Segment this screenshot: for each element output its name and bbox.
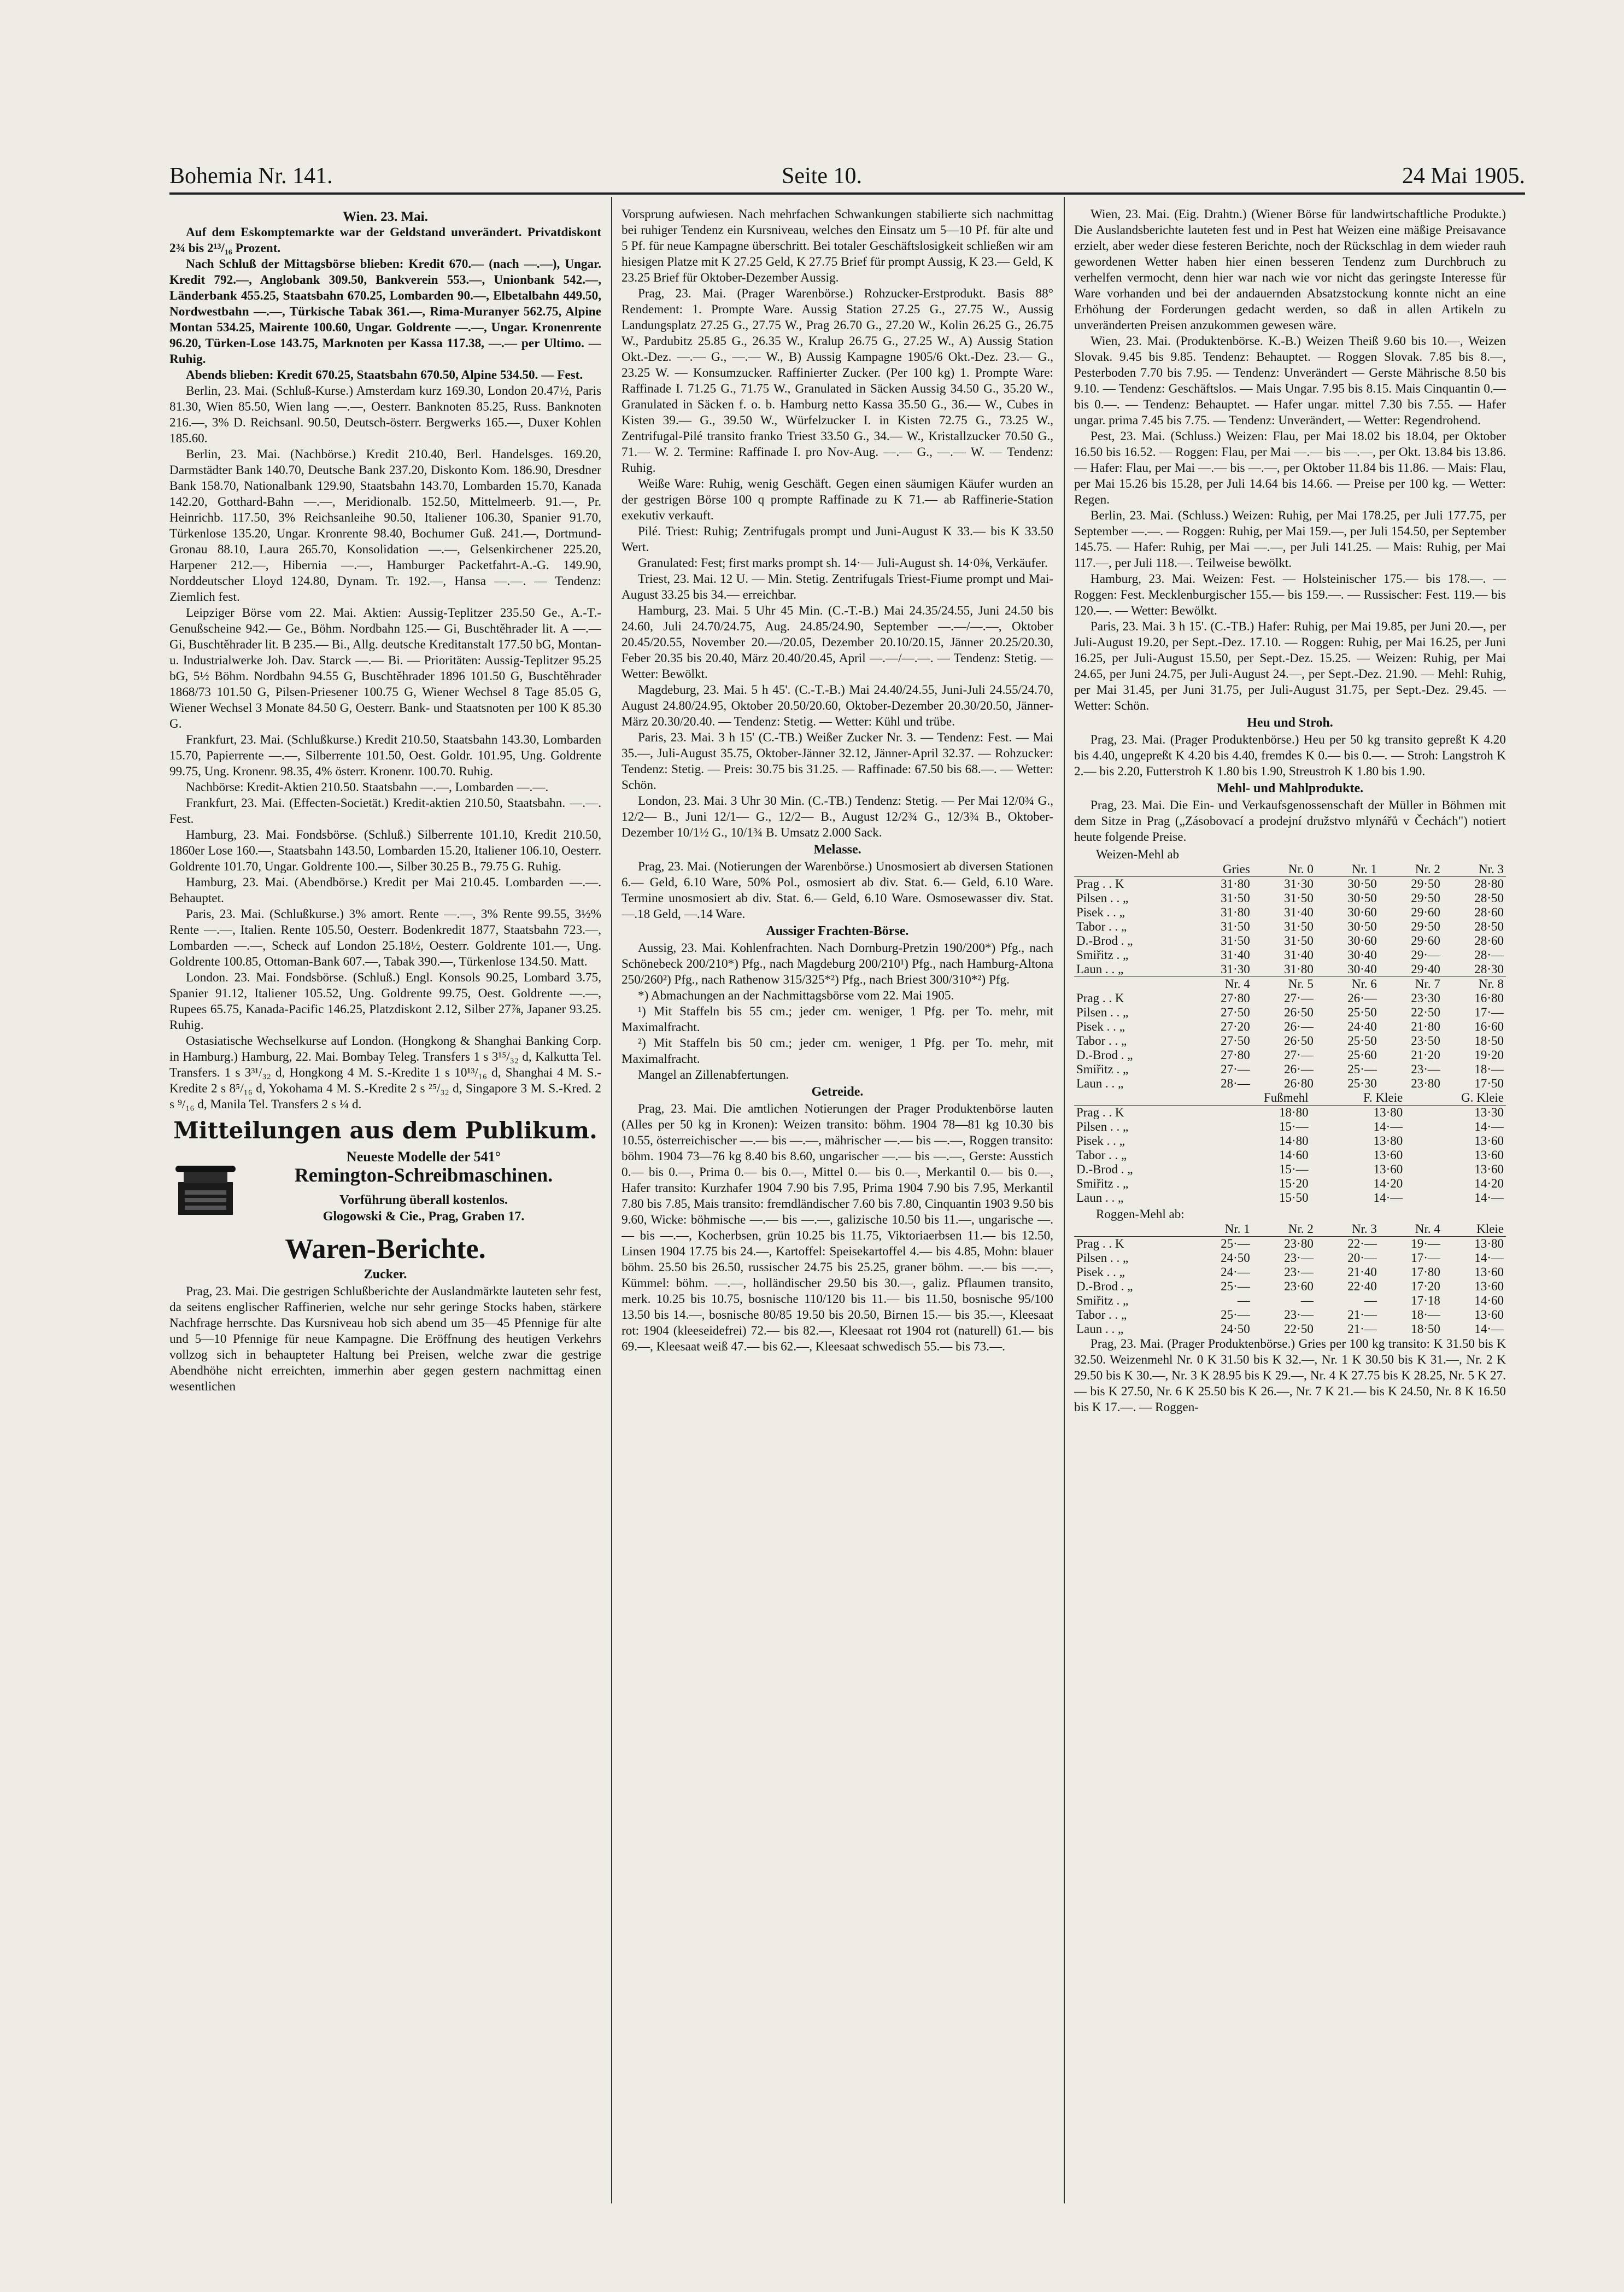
table-cell: 14·— — [1373, 1120, 1403, 1133]
article-paragraph: Wien, 23. Mai. (Produktenbörse. K.-B.) Weizen Theiß 9.60 bis 10.—, Weizen Slovak. 9.45 bis 9.85. Tendenz: Behauptet. — Roggen Slovak. 7.85 bis 8.—, Pesterboden 7.70 bis 7.95. — Tendenz: Unverändert — Gerste Mährische 8.50 bis 9.10. — Tendenz: Geschäftslos. — Mais Ungar. 7.95 bis 8.15. Mais Cinquantin 0.— bis 0.—. — Tendenz: Behauptet. — Hafer ungar. mittel 7.30 bis 7.55. — Hafer ungar. prima 7.45 bis 7.75. — Tendenz: Unverändert, — Wetter: Regendrohend. — [1074, 334, 1506, 428]
table-cell: 23·80 — [1411, 1077, 1440, 1090]
table-cell: — — [1237, 1294, 1250, 1307]
table-cell: 31·50 — [1284, 891, 1314, 905]
table-cell: 24·50 — [1221, 1322, 1250, 1336]
table-cell: Laun . . „ — [1076, 1191, 1124, 1205]
table-cell: 26·— — [1284, 1020, 1314, 1033]
table-header-row — [1074, 862, 1506, 877]
table-cell: 25·30 — [1347, 1077, 1377, 1090]
table-cell: 22·40 — [1347, 1279, 1377, 1293]
header-page-number: Seite 10. — [782, 163, 862, 189]
table-cell: 26·— — [1284, 1062, 1314, 1076]
table-cell: 27·50 — [1221, 1034, 1250, 1048]
column-divider — [611, 197, 612, 2203]
table-cell: 27·— — [1221, 1062, 1250, 1076]
table-cell: Prag . . K — [1076, 991, 1124, 1005]
article-paragraph: Prag, 23. Mai. Die amtlichen Notierungen der Prager Produktenbörse lauten (Alles per 50 kg in Kronen): Weizen transito: böhm. 1904 78—81 kg 10.30 bis 10.55, österreichischer —.— bis —.—, mährischer —.— bis —.—, Roggen transito: böhm. 1904 73—76 kg 8.40 bis 8.60, ungarischer —.— bis —.—, Gerste: Ausstich 0.— bis 0.—, Prima 0.— bis 0.—, Mittel 0.— bis 0.—, Merkantil 0.— bis 0.—, Hafer transito: Kurzhafer 1904 7.90 bis 7.95, Prima 1904 7.90 bis 7.95, Merkantil 7.80 bis 7.85, Mais transito: fremdländischer 7.60 bis 7.80, Cinquantin 1903 9.50 bis 9.60, Wicke: böhmische —.— bis —.—, galizische 10.50 bis 11.—, ungarische —.— bis —.—, Kocherbsen, grün 10.25 bis 11.75, Viktoriaerbsen 11.— bis 12.50, Linsen 1904 17.75 bis 24.—, Kartoffel: Speisekartoffel 4.— bis 4.85, Mohn: blauer böhm. 25.50 bis 26.50, russischer 24.75 bis 25.25, graner böhm. —.— bis —.—, Kümmel: böhm. —.—, holländischer 29.50 bis 30.—, galiz. Pflaumen transito, merk. 10.25 bis 10.75, bosnische 110/120 bis 11.— bis 11.50, bosnische 95/100 13.50 bis 14.—, bosnische 80/85 19.50 bis 20.50, Birnen 15.— bis 35.—, Kleesaat rot: 1904 (kleeseidefrei) 72.— bis 82.—, Kleesaat rot 1904 rot (naturell) 61.— bis 69.—, Kleesaat weiß 47.— bis 62.—, Kleesaat schwedisch 55.— bis 73.—. — [622, 1102, 1053, 1354]
table-cell: 15·20 — [1279, 1177, 1309, 1190]
weizen-mehl-table — [1074, 862, 1506, 1091]
table-cell: Prag . . K — [1076, 877, 1124, 891]
article-paragraph: Nach Schluß der Mittagsbörse blieben: Kredit 670.— (nach —.—), Ungar. Kredit 792.—, Anglobank 309.50, Bankverein 553.—, Unionbank 542.—, Länderbank 455.25, Staatsbahn 670.25, Lombarden 90.—, Elbetalbahn 449.50, Nordwestbahn —.—, Türkische Tabak 361.—, Rima-Muranyer 562.75, Alpine Montan 534.25, Mairente 100.60, Ungar. Goldrente —.—, Ungar. Kronenrente 96.20, Türken-Lose 143.75, Marknoten per Kassa 117.38, —.— per Ultimo. — Ruhig. — [169, 257, 601, 366]
table-row — [1074, 1251, 1506, 1265]
table-cell: 25·— — [1221, 1237, 1250, 1250]
column-1 — [169, 207, 601, 2197]
table-cell: — — [1300, 1294, 1314, 1307]
table-cell: 13·80 — [1373, 1106, 1403, 1119]
table-cell: 13·60 — [1474, 1265, 1504, 1279]
table-cell: 31·40 — [1221, 948, 1250, 962]
table-cell: 13·60 — [1373, 1148, 1403, 1162]
table-cell: 29·50 — [1411, 877, 1440, 891]
table-cell: 21·— — [1347, 1322, 1377, 1336]
table-cell: Nr. 4 — [1189, 977, 1252, 992]
article-paragraph: Prag, 23. Mai. Die gestrigen Schlußberichte der Auslandmärkte lauteten sehr fest, da seitens englischer Raffinerien, welche nur sehr geringe Stocks haben, stärkere Nachfrage herrschte. Das Kursniveau hob sich abend um 35—45 Pfennige für alte und 5—10 Pfennige für neue Kampagne. Die Eröffnung des heutigen Verkehrs vollzog sich in behaupteter Haltung bei Preisen, welche zwar die gestrige Abendhöhe nicht erreichten, immerhin aber gegen gestern nachmittag einen wesentlichen — [169, 1284, 601, 1394]
table-cell: 25·50 — [1347, 1034, 1377, 1048]
table-cell: Nr. 6 — [1316, 977, 1379, 992]
waren-berichte-title: Waren-Berichte. — [285, 1233, 486, 1265]
table-cell: 31·80 — [1221, 877, 1250, 891]
roggen-mehl-table — [1074, 1222, 1506, 1336]
table-cell: D.-Brod . „ — [1076, 934, 1133, 948]
table-cell: 31·50 — [1284, 934, 1314, 948]
table-cell: 31·50 — [1221, 920, 1250, 933]
table-row — [1074, 1020, 1506, 1034]
table-row — [1074, 1308, 1506, 1322]
table-cell: 23·30 — [1411, 991, 1440, 1005]
table-cell: — — [1364, 1294, 1377, 1307]
table-cell: 13·60 — [1373, 1162, 1403, 1176]
getreide-heading: Getreide. — [811, 1085, 864, 1099]
table-row — [1074, 1322, 1506, 1336]
table-cell: 30·60 — [1347, 905, 1377, 919]
article-paragraph: Auf dem Eskomptemarkte war der Geldstand unverändert. Privatdiskont 2¾ bis 2¹³/₁₆ Prozent. — [169, 225, 601, 255]
table-cell: Prag . . K — [1076, 1237, 1124, 1250]
table-header-cell: Fußmehl — [1205, 1091, 1311, 1106]
table-cell: 15·50 — [1279, 1191, 1309, 1205]
table-cell: 28·80 — [1474, 877, 1504, 891]
article-paragraph: ²) Mit Staffeln bis 50 cm.; jeder cm. weniger, 1 Pfg. per To. mehr, mit Maximalfracht. — [622, 1036, 1053, 1066]
remington-advertisement — [169, 1147, 601, 1229]
table-cell: 29·60 — [1411, 905, 1440, 919]
table-cell: 28·60 — [1474, 905, 1504, 919]
table-cell: 31·50 — [1221, 891, 1250, 905]
table-row — [1074, 1191, 1506, 1205]
table-cell: 30·60 — [1347, 934, 1377, 948]
table-cell: 30·50 — [1347, 891, 1377, 905]
table-cell: D.-Brod . „ — [1076, 1279, 1133, 1293]
table-row — [1074, 962, 1506, 977]
article-paragraph: Berlin, 23. Mai. (Schluß-Kurse.) Amsterdam kurz 169.30, London 20.47½, Paris 81.30, Wien 85.50, Wien lang —.—, Oesterr. Banknoten 85.25, Russ. Banknoten 216.—, 3% D. Reichsanl. 90.50, Deutsch-österr. Bergwerks 165.—, Duxer Kohlen 185.60. — [169, 384, 601, 446]
table-cell: 23·50 — [1411, 1034, 1440, 1048]
table-row — [1074, 877, 1506, 892]
table-row — [1074, 1005, 1506, 1020]
table-row — [1074, 891, 1506, 905]
table-cell: 13·60 — [1474, 1162, 1504, 1176]
table-cell: 17·50 — [1474, 1077, 1504, 1090]
table-header-row — [1074, 1091, 1506, 1106]
article-paragraph: Hamburg, 23. Mai. Weizen: Fest. — Holsteinischer 175.— bis 178.—. — Roggen: Fest. Mecklenburgischer 155.— bis 159.—. — Russischer: Fest. 119.— bis 120.—. — Wetter: Bewölkt. — [1074, 572, 1506, 618]
table-cell: 15·— — [1279, 1120, 1309, 1133]
table-cell: 30·50 — [1347, 877, 1377, 891]
table-header-cell: Nr. 3 — [1316, 1222, 1379, 1237]
table-cell: 13·30 — [1474, 1106, 1504, 1119]
table-cell: 13·60 — [1474, 1134, 1504, 1148]
article-paragraph: Ostasiatische Wechselkurse auf London. (Hongkong & Shanghai Banking Corp. in Hamburg.) Hamburg, 22. Mai. Bombay Teleg. Transfers 1 s 3¹⁵/₃₂ d, Kalkutta Tel. Transfers. 1 s 3³¹/₃₂ d, Hongkong 4 M. S.-Kredite 1 s 10¹³/₁₆ d, Shanghai 4 M. S.-Kredite 2 s 8⁵/₁₆ d, Yokohama 4 M. S.-Kredite 2 s ²⁵/₃₂ d, Singapore 3 M. S.-Kred. 2 s ⁹/₁₆ d, Manila Tel. Transfers 2 s ¼ d. — [169, 1034, 601, 1112]
table-cell: 28·30 — [1474, 962, 1504, 976]
article-paragraph: Frankfurt, 23. Mai. (Schlußkurse.) Kredit 210.50, Staatsbahn 143.30, Lombarden 15.70, Papierrente —.—, Silberrente 101.50, Oest. Goldr. 101.95, Ung. Goldrente 99.75, Ung. Kronenr. 98.35, 4% österr. Kronenr. 100.70. Ruhig. — [169, 733, 601, 779]
weizen-mehl-label: Weizen-Mehl ab — [1096, 847, 1180, 861]
article-paragraph: Aussig, 23. Mai. Kohlenfrachten. Nach Dornburg-Pretzin 190/200*) Pfg., nach Schönebeck 200/210*) Pfg., nach Magdeburg 200/210¹) Pfg., nach Hamburg-Altona 250/260²) Pfg., nach Rathenow 315/325*²) Pfg., nach Briest 300/310*²) Pfg. — [622, 941, 1053, 987]
table-cell: 17·— — [1474, 1005, 1504, 1019]
table-cell: 15·— — [1279, 1162, 1309, 1176]
article-paragraph: Weiße Ware: Ruhig, wenig Geschäft. Gegen einen säumigen Käufer wurden an der gestrigen Börse 100 q prompte Raffinade zu K 71.— ab Raffinerie-Station exekutiv verkauft. — [622, 477, 1053, 523]
table-cell: 27·20 — [1221, 1020, 1250, 1033]
table-cell: Pisek . . „ — [1076, 905, 1125, 919]
table-cell: 23·60 — [1284, 1279, 1314, 1293]
table-row — [1074, 1177, 1506, 1191]
table-cell: 26·50 — [1284, 1005, 1314, 1019]
header-date: 24 Mai 1905. — [1402, 163, 1525, 189]
table-cell: 17·80 — [1411, 1265, 1440, 1279]
table-cell: 14·20 — [1474, 1177, 1504, 1190]
table-cell: 14·— — [1474, 1191, 1504, 1205]
table-row — [1074, 1106, 1506, 1120]
table-cell: Laun . . „ — [1076, 1322, 1124, 1336]
article-paragraph: Prag, 23. Mai. (Prager Produktenbörse.) Heu per 50 kg transito gepreßt K 4.20 bis 4.40, ungepreßt K 4.20 bis 4.40, fremdes K 0.— bis 0.—. — Stroh: Langstroh K 2.— bis 2.20, Futterstroh K 1.80 bis 1.90, Streustroh K 1.80 bis 1.90. — [1074, 733, 1506, 779]
article-paragraph: Berlin, 23. Mai. (Nachbörse.) Kredit 210.40, Berl. Handelsges. 169.20, Darmstädter Bank 140.70, Deutsche Bank 237.20, Diskonto Kom. 186.90, Dresdner Bank 158.70, Nationalbank 129.90, Staatsbahn 143.70, Lombarden 15.70, Kanada 142.20, Gotthard-Bahn —.—, Meridionalb. 152.50, Mittelmeerb. 91.—, Pr. Heinrichb. 117.50, 3% Reichsanleihe 90.50, Italiener 106.30, Spanier 91.70, Türkenlose 135.20, Ungar. Kronrente 98.40, Bochumer Guß. 241.—, Dortmund-Gronau 88.10, Laura 265.70, Konsolidation —.—, Gelsenkirchener 225.20, Harpener 212.—, Hibernia —.—, Hamburger Packetfahrt-A.-G. 149.90, Norddeutscher Lloyd 124.80, Dynam. Tr. 192.—, Hansa —.—. — Tendenz: Ziemlich fest. — [169, 447, 601, 604]
table-header-cell — [1074, 1091, 1205, 1106]
column-2 — [622, 207, 1053, 2197]
table-cell: 24·— — [1221, 1265, 1250, 1279]
table-cell: 23·— — [1284, 1308, 1314, 1322]
article-paragraph: ¹) Mit Staffeln bis 55 cm.; jeder cm. weniger, 1 Pfg. per To. mehr, mit Maximalfracht. — [622, 1004, 1053, 1034]
publikum-heading: Mitteilungen aus dem Publikum. — [173, 1117, 597, 1144]
article-paragraph: Paris, 23. Mai. 3 h 15'. (C.-TB.) Hafer: Ruhig, per Mai 19.85, per Juni 20.—, per Juli-August 19.20, per Sept.-Dez. 17.10. — Roggen: Ruhig, per Mai 16.25, per Juni 16.25, per Juli-August 15.50, per Sept.-Dez. 15.25. — Weizen: Ruhig, per Mai 24.65, per Juni 24.75, per Juli-August 24.—, per Sept.-Dez. 21.90. — Mehl: Ruhig, per Mai 31.45, per Juni 31.75, per Juli-August 31.75, per Sept.-Dez. 29.45. — Wetter: Schön. — [1074, 619, 1506, 713]
table-cell: 25·— — [1221, 1279, 1250, 1293]
table-cell: 17·18 — [1411, 1294, 1440, 1307]
table-cell: 14·— — [1474, 1322, 1504, 1336]
table-cell: 31·50 — [1284, 920, 1314, 933]
table-cell: 19·— — [1411, 1237, 1440, 1250]
table-header-cell — [1074, 1222, 1189, 1237]
table-header-cell: F. Kleie — [1311, 1091, 1405, 1106]
table-cell: 30·40 — [1347, 948, 1377, 962]
article-paragraph: Nachbörse: Kredit-Aktien 210.50. Staatsbahn —.—, Lombarden —.—. — [186, 780, 549, 794]
table-cell: 23·— — [1284, 1251, 1314, 1265]
frachten-boerse-heading: Aussiger Frachten-Börse. — [766, 924, 909, 938]
table-cell: 13·60 — [1474, 1308, 1504, 1322]
table-cell: 26·50 — [1284, 1034, 1314, 1048]
table-cell: 27·80 — [1221, 991, 1250, 1005]
table-cell: 27·50 — [1221, 1005, 1250, 1019]
column-divider — [1064, 197, 1065, 2203]
table-cell: 17·— — [1411, 1251, 1440, 1265]
mehl-heading: Mehl- und Mahlprodukte. — [1216, 781, 1364, 796]
table-cell: 27·— — [1284, 1048, 1314, 1062]
table-cell: 28·50 — [1474, 920, 1504, 933]
table-cell: D.-Brod . „ — [1076, 1048, 1133, 1062]
table-row — [1074, 1048, 1506, 1062]
article-paragraph: Frankfurt, 23. Mai. (Effecten-Societät.) Kredit-aktien 210.50, Staatsbahn. —.—. Fest. — [169, 796, 601, 826]
table-header-cell: Nr. 4 — [1379, 1222, 1443, 1237]
table-cell: 23·— — [1411, 1062, 1440, 1076]
table-cell: Tabor . . „ — [1076, 1148, 1127, 1162]
table-cell: 29·50 — [1411, 891, 1440, 905]
table-cell: 22·50 — [1284, 1322, 1314, 1336]
table-cell: Laun . . „ — [1076, 962, 1124, 976]
table-row — [1074, 1077, 1506, 1091]
table-cell: 29·40 — [1411, 962, 1440, 976]
table-row — [1074, 1279, 1506, 1294]
table-cell: 21·20 — [1411, 1048, 1440, 1062]
table-cell: 30·50 — [1347, 920, 1377, 933]
table-cell: 24·50 — [1221, 1251, 1250, 1265]
table-cell: 28·— — [1474, 948, 1504, 962]
table-cell: 25·— — [1347, 1062, 1377, 1076]
table-row — [1074, 991, 1506, 1005]
column-3 — [1074, 207, 1506, 2197]
heu-stroh-heading: Heu und Stroh. — [1247, 716, 1333, 730]
header-paper-issue: Bohemia Nr. 141. — [169, 163, 333, 189]
table-header-cell — [1074, 862, 1189, 877]
article-paragraph: Vorsprung aufwiesen. Nach mehrfachen Schwankungen stabilierte sich nachmittag bei ruhiger Tendenz ein Kursniveau, welches den Einsatz um 5—10 Pf. für alte und 5 Pf. für neue Kampagne überschritt. Bei totaler Geschäftslosigkeit schließen wir am hiesigen Platze mit K 27.25 Geld, K 27.75 Brief für prompt Aussig, K 23.— Geld, K 23.25 Brief für Oktober-Dezember Aussig. — [622, 207, 1053, 285]
table-header-cell: Nr. 1 — [1189, 1222, 1252, 1237]
article-paragraph: Prag, 23. Mai. (Notierungen der Warenbörse.) Unosmosiert ab diversen Stationen 6.— Geld, 6.10 Ware, 50% Pol., osmosiert ab div. Stat. 6.— Geld, 6.10 Ware. Termine unosmosiert ab div. Stat. 6.— Geld, 6.10 Ware. Osmosewasser div. Stat. —.18 Geld, —.14 Ware. — [622, 860, 1053, 921]
table-row — [1074, 1237, 1506, 1252]
table-cell: 29·— — [1411, 948, 1440, 962]
ad-line: Remington-Schreibmaschinen. — [294, 1164, 553, 1186]
table-row — [1074, 905, 1506, 920]
article-paragraph: Paris, 23. Mai. 3 h 15' (C.-TB.) Weißer Zucker Nr. 3. — Tendenz: Fest. — Mai 35.—, Juli-August 35.75, Oktober-Jänner 32.12, Jänner-April 32.37. — Rohzucker: Tendenz: Stetig. — Preis: 30.75 bis 31.25. — Raffinade: 67.50 bis 68.—. — Wetter: Schön. — [622, 730, 1053, 792]
table-cell: 27·— — [1284, 991, 1314, 1005]
table-cell: 13·80 — [1373, 1134, 1403, 1148]
table-cell: 18·— — [1474, 1062, 1504, 1076]
table-row — [1074, 1062, 1506, 1077]
table-cell: 18·— — [1411, 1308, 1440, 1322]
table-cell: 29·60 — [1411, 934, 1440, 948]
table-cell: 17·20 — [1411, 1279, 1440, 1293]
table-cell: Tabor . . „ — [1076, 1308, 1127, 1322]
article-paragraph: Wien, 23. Mai. (Eig. Drahtn.) (Wiener Börse für landwirtschaftliche Produkte.) Die Auslandsberichte lauteten fest und in Pest hat Weizen eine mäßige Preisavance erzielt, aber weder diese festeren Berichte, noch der Rückschlag in dem wieder rauh gewordenen Wetter haben hier einen besseren Tendenz zum Durchbruch zu verhelfen vermocht, denn hier war nach wie vor nicht das geringste Interesse für Ware vorhanden und bei der andauernden Absatzstockung konnte nicht an eine Erhöhung der Forderungen gedacht werden, so daß in allen Artikeln zu unveränderten Preisen anzukommen gewesen wäre. — [1074, 207, 1506, 332]
ad-line: Glogowski & Cie., Prag, Graben 17. — [323, 1209, 525, 1224]
table-row — [1074, 1265, 1506, 1279]
table-header-cell: Nr. 2 — [1252, 1222, 1316, 1237]
table-cell: 14·— — [1373, 1191, 1403, 1205]
table-header-cell: Nr. 1 — [1316, 862, 1379, 877]
article-paragraph: Abends blieben: Kredit 670.25, Staatsbahn 670.50, Alpine 534.50. — Fest. — [186, 368, 583, 382]
article-paragraph: London. 23. Mai. Fondsbörse. (Schluß.) Engl. Konsols 90.25, Lombard 3.75, Spanier 91.12, Italiener 105.52, Ung. Goldrente 99.75, Oest. Goldrente —.—, Rupees 65.75, Kanada-Pacific 146.25, Platzdiskont 2.12, Silber 27⅞, Japaner 93.25. Ruhig. — [169, 970, 601, 1032]
table-cell: 29·50 — [1411, 920, 1440, 933]
table-cell: 13·60 — [1474, 1279, 1504, 1293]
article-paragraph: London, 23. Mai. 3 Uhr 30 Min. (C.-TB.) Tendenz: Stetig. — Per Mai 12/0¾ G., 12/2— B., Juni 12/1— G., 12/2— B., August 12/2¾ G., 12/3¾ B., Oktober-Dezember 10/1½ G., 10/1¾ B. Umsatz 2.000 Sack. — [622, 794, 1053, 840]
table-cell: Nr. 5 — [1252, 977, 1316, 992]
table-header-cell: Kleie — [1443, 1222, 1506, 1237]
table-cell: 18·50 — [1411, 1322, 1440, 1336]
table-cell: Laun . . „ — [1076, 1077, 1124, 1090]
table-cell: 21·40 — [1347, 1265, 1377, 1279]
table-row — [1074, 920, 1506, 934]
table-cell: Pilsen . . „ — [1076, 1005, 1129, 1019]
table-cell: Smiřitz . „ — [1076, 1177, 1129, 1190]
article-paragraph: Hamburg, 23. Mai. Fondsbörse. (Schluß.) Silberrente 101.10, Kredit 210.50, 1860er Lose 160.—, Staatsbahn 143.50, Lombarden 15.20, Italiener 106.10, Oesterr. Goldrente 101.70, Ungar. Goldrente 100.—, Silber 30.25 B., 79.75 G. Ruhig. — [169, 828, 601, 874]
table-header-cell: G. Kleie — [1405, 1091, 1506, 1106]
table-row — [1074, 1120, 1506, 1134]
table-cell: 19·20 — [1474, 1048, 1504, 1062]
page-header — [169, 163, 1525, 190]
table-cell: 13·60 — [1474, 1148, 1504, 1162]
table-cell: 31·30 — [1221, 962, 1250, 976]
typewriter-icon — [173, 1152, 238, 1223]
table-cell: Nr. 7 — [1379, 977, 1443, 992]
table-cell: 30·40 — [1347, 962, 1377, 976]
article-paragraph: Granulated: Fest; first marks prompt sh. 14·— Juli-August sh. 14·0⅜, Verkäufer. — [638, 556, 1048, 570]
article-paragraph: Prag, 23. Mai. (Prager Warenbörse.) Rohzucker-Erstprodukt. Basis 88° Rendement: 1. Prompte Ware. Aussig Station 27.25 G., 27.75 W., Aussig Landungsplatz 27.25 G., 27.75 W., Prag 26.70 G., 27.20 W., Kolin 26.25 G., 26.75 W., Pardubitz 25.85 G., 26.35 W., Kralup 26.75 G., 27.25 W., A) Aussig Station Okt.-Dez. —.— G., —.— W., B) Aussig Kampagne 1905/6 Okt.-Dez. 23.— G., 23.25 W. — Konsumzucker. Raffinierter Zucker. (Per 100 kg) 1. Prompte Ware: Raffinade I. 71.25 G., 71.75 W., Granulated in Säcken Aussig 34.50 G., 35.20 W., Granulated in Säcken f. o. b. Hamburg netto Kassa 35.50 G., 36.— W., Cubes in Kisten 39.— G., 39.50 W., Würfelzucker I. in Kisten 72.75 G., 73.25 W., Zentrifugal-Pilé transito franko Triest 33.50 G., 34.— W., Kristallzucker 70.50 G., 71.— W. 2. Termine: Raffinade I. pro Nov-Aug. —.— G., —.— W. — Tendenz: Ruhig. — [622, 286, 1053, 475]
table-header-cell: Nr. 2 — [1379, 862, 1443, 877]
table-cell: Pilsen . . „ — [1076, 1251, 1129, 1265]
table-cell: 26·— — [1347, 991, 1377, 1005]
table-cell: Pilsen . . „ — [1076, 1120, 1129, 1133]
table-cell: 14·20 — [1373, 1177, 1403, 1190]
table-cell: 28·50 — [1474, 891, 1504, 905]
article-paragraph: Magdeburg, 23. Mai. 5 h 45'. (C.-T.-B.) Mai 24.40/24.55, Juni-Juli 24.55/24.70, August 24.80/24.95, Oktober 20.50/20.60, Oktober-Dezember 20.30/20.50, Jänner-März 20.30/20.40. — Tendenz: Stetig. — Wetter: Kühl und trübe. — [622, 683, 1053, 729]
table-cell: Tabor . . „ — [1076, 1034, 1127, 1048]
table-cell: 22·— — [1347, 1237, 1377, 1250]
article-paragraph: Paris, 23. Mai. (Schlußkurse.) 3% amort. Rente —.—, 3% Rente 99.55, 3½% Rente —.—, Italien. Rente 105.50, Oesterr. Bodenkredit 1877, Staatsbahn 723.—, Lombarden —.—, Scheck auf London 25.18½, Oesterr. Goldrente 101.—, Ung. Goldrente 100.85, Ottoman-Bank 607.—, Tabak 390.—, Türkenlose 134.50. Matt. — [169, 907, 601, 969]
table-cell: D.-Brod . „ — [1076, 1162, 1133, 1176]
table-cell: Smiřitz . „ — [1076, 948, 1129, 962]
table-cell: 25·— — [1221, 1308, 1250, 1322]
table-cell: Smiřitz . „ — [1076, 1062, 1129, 1076]
table-cell: 18·80 — [1279, 1106, 1309, 1119]
table-cell: Smiřitz . „ — [1076, 1294, 1129, 1307]
table-row — [1074, 977, 1506, 992]
melasse-heading: Melasse. — [813, 843, 861, 857]
table-cell: 14·60 — [1474, 1294, 1504, 1307]
table-cell: 14·— — [1474, 1251, 1504, 1265]
table-row — [1074, 1294, 1506, 1308]
table-header-cell: Nr. 3 — [1443, 862, 1506, 877]
table-cell: 23·80 — [1284, 1237, 1314, 1250]
article-paragraph: Hamburg, 23. Mai. (Abendbörse.) Kredit per Mai 210.45. Lombarden —.—. Behauptet. — [169, 875, 601, 905]
article-paragraph: Pest, 23. Mai. (Schluss.) Weizen: Flau, per Mai 18.02 bis 18.04, per Oktober 16.50 bis 16.52. — Roggen: Flau, per Mai —.— bis —.—, per Okt. 13.84 bis 13.86. — Hafer: Flau, per Mai —.— bis —.—, per Oktober 11.84 bis 11.86. — Mais: Flau, per Mai 15.26 bis 15.28, per Juli 14.64 bis 14.66. — Preise per 100 kg. — Wetter: Regen. — [1074, 429, 1506, 507]
table-row — [1074, 1134, 1506, 1148]
table-header-cell: Nr. 0 — [1252, 862, 1316, 877]
roggen-mehl-label: Roggen-Mehl ab: — [1096, 1207, 1185, 1221]
table-cell: 21·80 — [1411, 1020, 1440, 1033]
table-cell: 31·80 — [1284, 962, 1314, 976]
table-cell: 25·50 — [1347, 1005, 1377, 1019]
article-paragraph: Triest, 23. Mai. 12 U. — Min. Stetig. Zentrifugals Triest-Fiume prompt und Mai-August 33.25 bis 34.— erreichbar. — [622, 572, 1053, 602]
table-cell: 16·60 — [1474, 1020, 1504, 1033]
table-row — [1074, 1034, 1506, 1048]
table-cell: Pisek . . „ — [1076, 1134, 1125, 1148]
table-cell: 28·60 — [1474, 934, 1504, 948]
table-cell: 24·40 — [1347, 1020, 1377, 1033]
table-cell: 31·80 — [1221, 905, 1250, 919]
table-cell: 31·30 — [1284, 877, 1314, 891]
table-cell: 25·60 — [1347, 1048, 1377, 1062]
table-cell: 18·50 — [1474, 1034, 1504, 1048]
table-cell: 20·— — [1347, 1251, 1377, 1265]
dateline-wien: Wien. 23. Mai. — [343, 209, 428, 224]
table-cell: 14·60 — [1279, 1148, 1309, 1162]
table-cell — [1074, 977, 1189, 992]
table-cell: 26·80 — [1284, 1077, 1314, 1090]
table-cell: 13·80 — [1474, 1237, 1504, 1250]
table-row — [1074, 948, 1506, 962]
table-cell: 31·40 — [1284, 905, 1314, 919]
article-paragraph: *) Abmachungen an der Nachmittagsbörse vom 22. Mai 1905. — [638, 989, 954, 1003]
article-paragraph: Hamburg, 23. Mai. 5 Uhr 45 Min. (C.-T.-B.) Mai 24.35/24.55, Juni 24.50 bis 24.60, Juli 24.70/24.75, Aug. 24.85/24.90, September —.—/—.—, Oktober 20.45/20.55, November 20.—/20.05, Dezember 20.10/20.15, Jänner 20.25/20.30, Feber 20.35 bis 20.40, März 20.40/20.45, April —.—/—.—. — Tendenz: Stetig. — Wetter: Bewölkt. — [622, 604, 1053, 681]
table-cell: 22·50 — [1411, 1005, 1440, 1019]
table-cell: 14·— — [1474, 1120, 1504, 1133]
table-row — [1074, 1162, 1506, 1177]
table-cell: 21·— — [1347, 1308, 1377, 1322]
table-row — [1074, 934, 1506, 948]
article-paragraph: Prag, 23. Mai. Die Ein- und Verkaufsgenossenschaft der Müller in Böhmen mit dem Sitze in Prag („Zásobovací a prodejní družstvo mlynářů v Čechách") notiert heute folgende Preise. — [1074, 798, 1506, 844]
table-cell: Tabor . . „ — [1076, 920, 1127, 933]
table-cell: Pilsen . . „ — [1076, 891, 1129, 905]
table-cell: 31·40 — [1284, 948, 1314, 962]
table-cell: 27·80 — [1221, 1048, 1250, 1062]
table-cell: 23·— — [1284, 1265, 1314, 1279]
table-cell: Prag . . K — [1076, 1106, 1124, 1119]
article-paragraph: Prag, 23. Mai. (Prager Produktenbörse.) Gries per 100 kg transito: K 31.50 bis K 32.50. Weizenmehl Nr. 0 K 31.50 bis K 32.—, Nr. 1 K 30.50 bis K 31.—, Nr. 2 K 29.50 bis K 30.—, Nr. 3 K 28.95 bis K 29.—, Nr. 4 K 27.75 bis K 28.25, Nr. 5 K 27.— bis K 27.50, Nr. 6 K 25.50 bis K 26.—, Nr. 7 K 21.— bis K 24.50, Nr. 8 K 16.50 bis K 17.—. — Roggen- — [1074, 1337, 1506, 1414]
table-cell: 31·50 — [1221, 934, 1250, 948]
article-paragraph: Berlin, 23. Mai. (Schluss.) Weizen: Ruhig, per Mai 178.25, per Juli 177.75, per September —.—. — Roggen: Ruhig, per Mai 159.—, per Juli 154.50, per September 145.75. — Hafer: Ruhig, per Mai —.—, per Juli 141.25. — Mais: Ruhig, per Mai 117.—, per Juli 118.—. Teilweise bewölkt. — [1074, 508, 1506, 570]
ad-line: Vorführung überall kostenlos. — [339, 1193, 508, 1207]
ad-line: Neueste Modelle der 541° — [346, 1149, 501, 1165]
kleie-table — [1074, 1091, 1506, 1205]
table-row — [1074, 1148, 1506, 1162]
table-cell: 28·— — [1221, 1077, 1250, 1090]
table-cell: Pisek . . „ — [1076, 1020, 1125, 1033]
header-rule — [169, 192, 1525, 195]
table-header-row — [1074, 1222, 1506, 1237]
zucker-heading: Zucker. — [364, 1267, 407, 1282]
article-paragraph: Mangel an Zillenabfertungen. — [638, 1068, 789, 1082]
table-cell: Nr. 8 — [1443, 977, 1506, 992]
table-cell: 14·80 — [1279, 1134, 1309, 1148]
article-paragraph: Leipziger Börse vom 22. Mai. Aktien: Aussig-Teplitzer 235.50 Ge., A.-T.-Genußscheine 942.— Ge., Böhm. Nordbahn 125.— Gi, Buschtěhrader lit. A —.— Gi, Buschtěhrader lit. B 235.— Bi., Allg. deutsche Kreditanstalt 177.50 bG, Montan- u. Industrialwerke Joh. Dav. Starck —.— Bi. — Prioritäten: Aussig-Teplitzer 95.25 bG, 5½ Böhm. Nordbahn 94.55 G, Buschtěhrader 1896 101.50 G, Buschtěhrader 1868/73 101.50 G, Pilsen-Priesener 100.75 G, Wiener Wechsel 8 Tage 85.05 G, Wiener Wechsel 3 Monate 84.50 G, Oesterr. Bank- und Staatsnoten per 100 K 85.30 G. — [169, 606, 601, 731]
table-cell: Pisek . . „ — [1076, 1265, 1125, 1279]
article-paragraph: Pilé. Triest: Ruhig; Zentrifugals prompt und Juni-August K 33.— bis K 33.50 Wert. — [622, 524, 1053, 554]
table-header-cell: Gries — [1189, 862, 1252, 877]
table-cell: 16·80 — [1474, 991, 1504, 1005]
